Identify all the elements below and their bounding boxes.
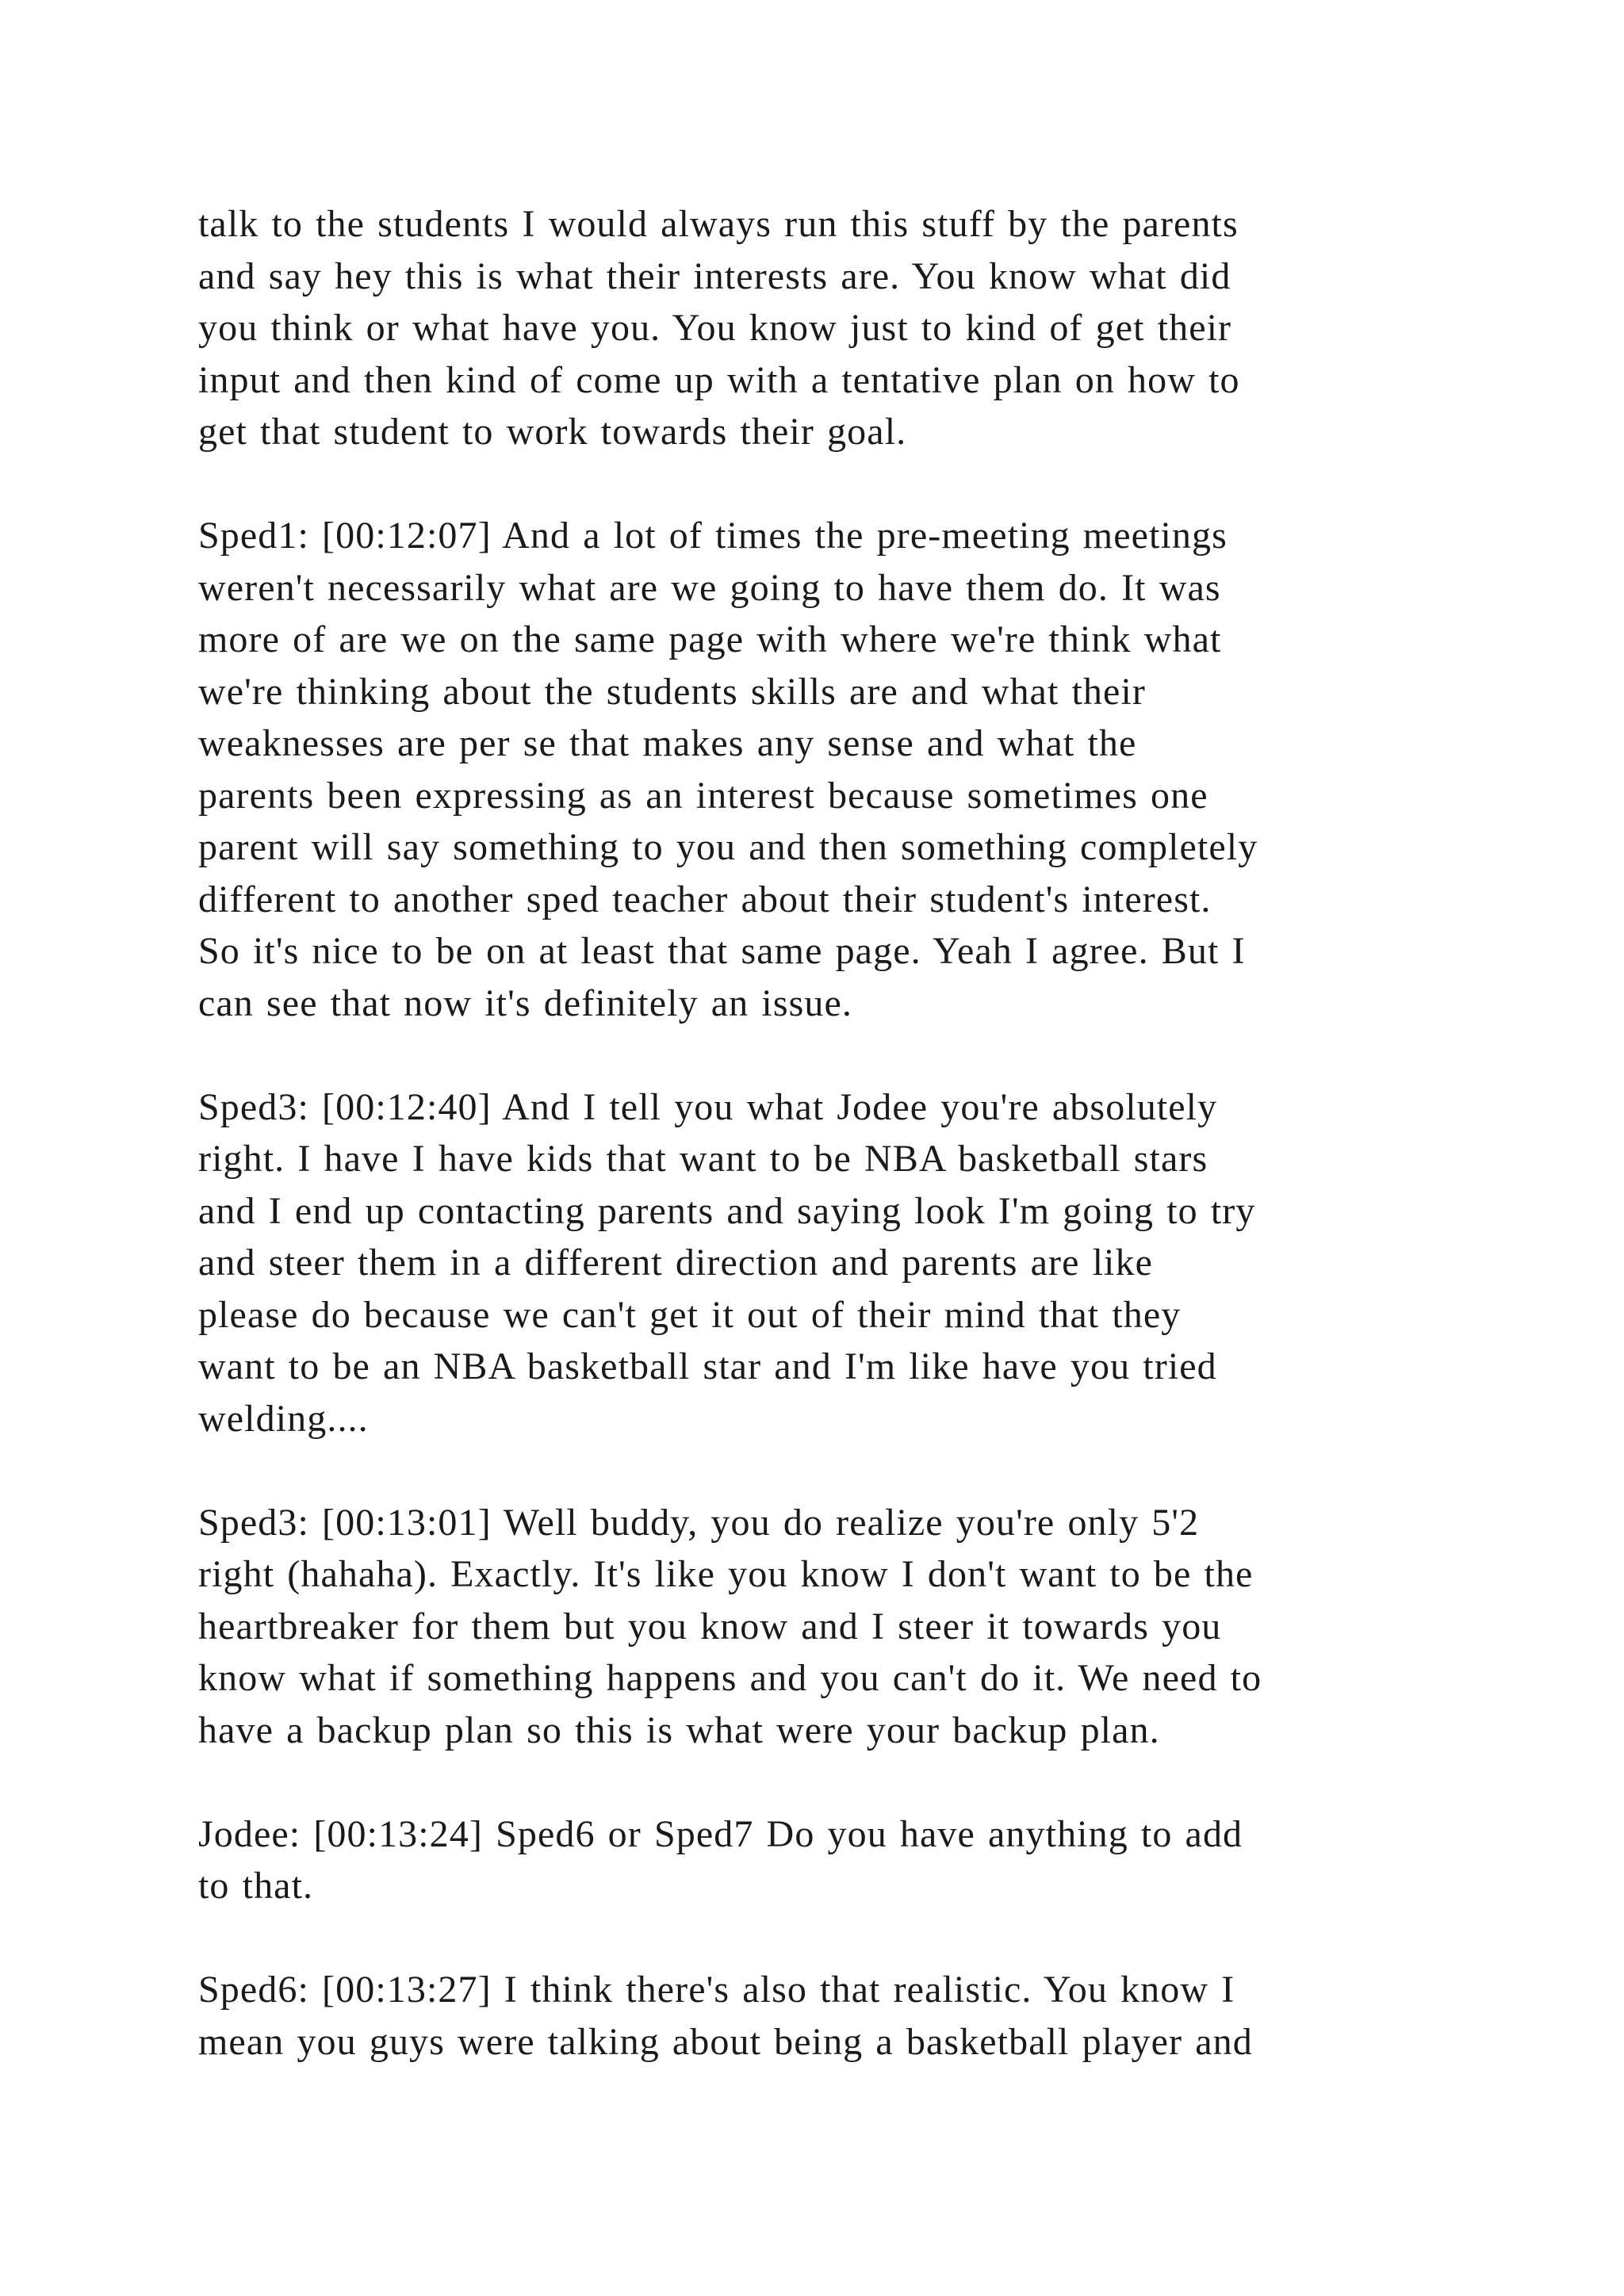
- paragraph-jodee-001324: Jodee: [00:13:24] Sped6 or Sped7 Do you have anything to add to that.: [198, 1812, 1243, 1907]
- paragraph-continuation: talk to the students I would always run this stuff by the parents and say hey this is what their interests are. You know what did you think or what have you. You know just to kind of get their input and then kind of come up with a tentative plan on how to get that student to work towards their goal.: [198, 203, 1240, 453]
- document-page: [198, 198, 1459, 2120]
- paragraph-sped3-001301: Sped3: [00:13:01] Well buddy, you do realize you're only 5'2 right (hahaha). Exactly. It's like you know I don't want to be the heartbreaker for them but you know and I steer it towards you know what if something happens and you can't do it. We need to have a backup plan so this is what were your backup plan.: [198, 1501, 1262, 1751]
- paragraph-sped3-001240: Sped3: [00:12:40] And I tell you what Jodee you're absolutely right. I have I have kids that want to be NBA basketball stars and I end up contacting parents and saying look I'm going to try and steer them in a different direction and parents are like please do because we can't get it out of their mind that they want to be an NBA basketball star and I'm like have you tried welding....: [198, 1085, 1256, 1440]
- paragraph-sped1-001207: Sped1: [00:12:07] And a lot of times the pre-meeting meetings weren't necessarily what are we going to have them do. It was more of are we on the same page with where we're think what we're thinking about the students skills are and what their weaknesses are per se that makes any sense and what the parents been expressing as an interest because sometimes one parent will say something to you and then something completely different to another sped teacher about their student's interest. So it's nice to be on at least that same page. Yeah I agree. But I can see that now it's definitely an issue.: [198, 515, 1258, 1024]
- paragraph-sped6-001327: Sped6: [00:13:27] I think there's also that realistic. You know I mean you guys were talking about being a basketball player and: [198, 1969, 1253, 2063]
